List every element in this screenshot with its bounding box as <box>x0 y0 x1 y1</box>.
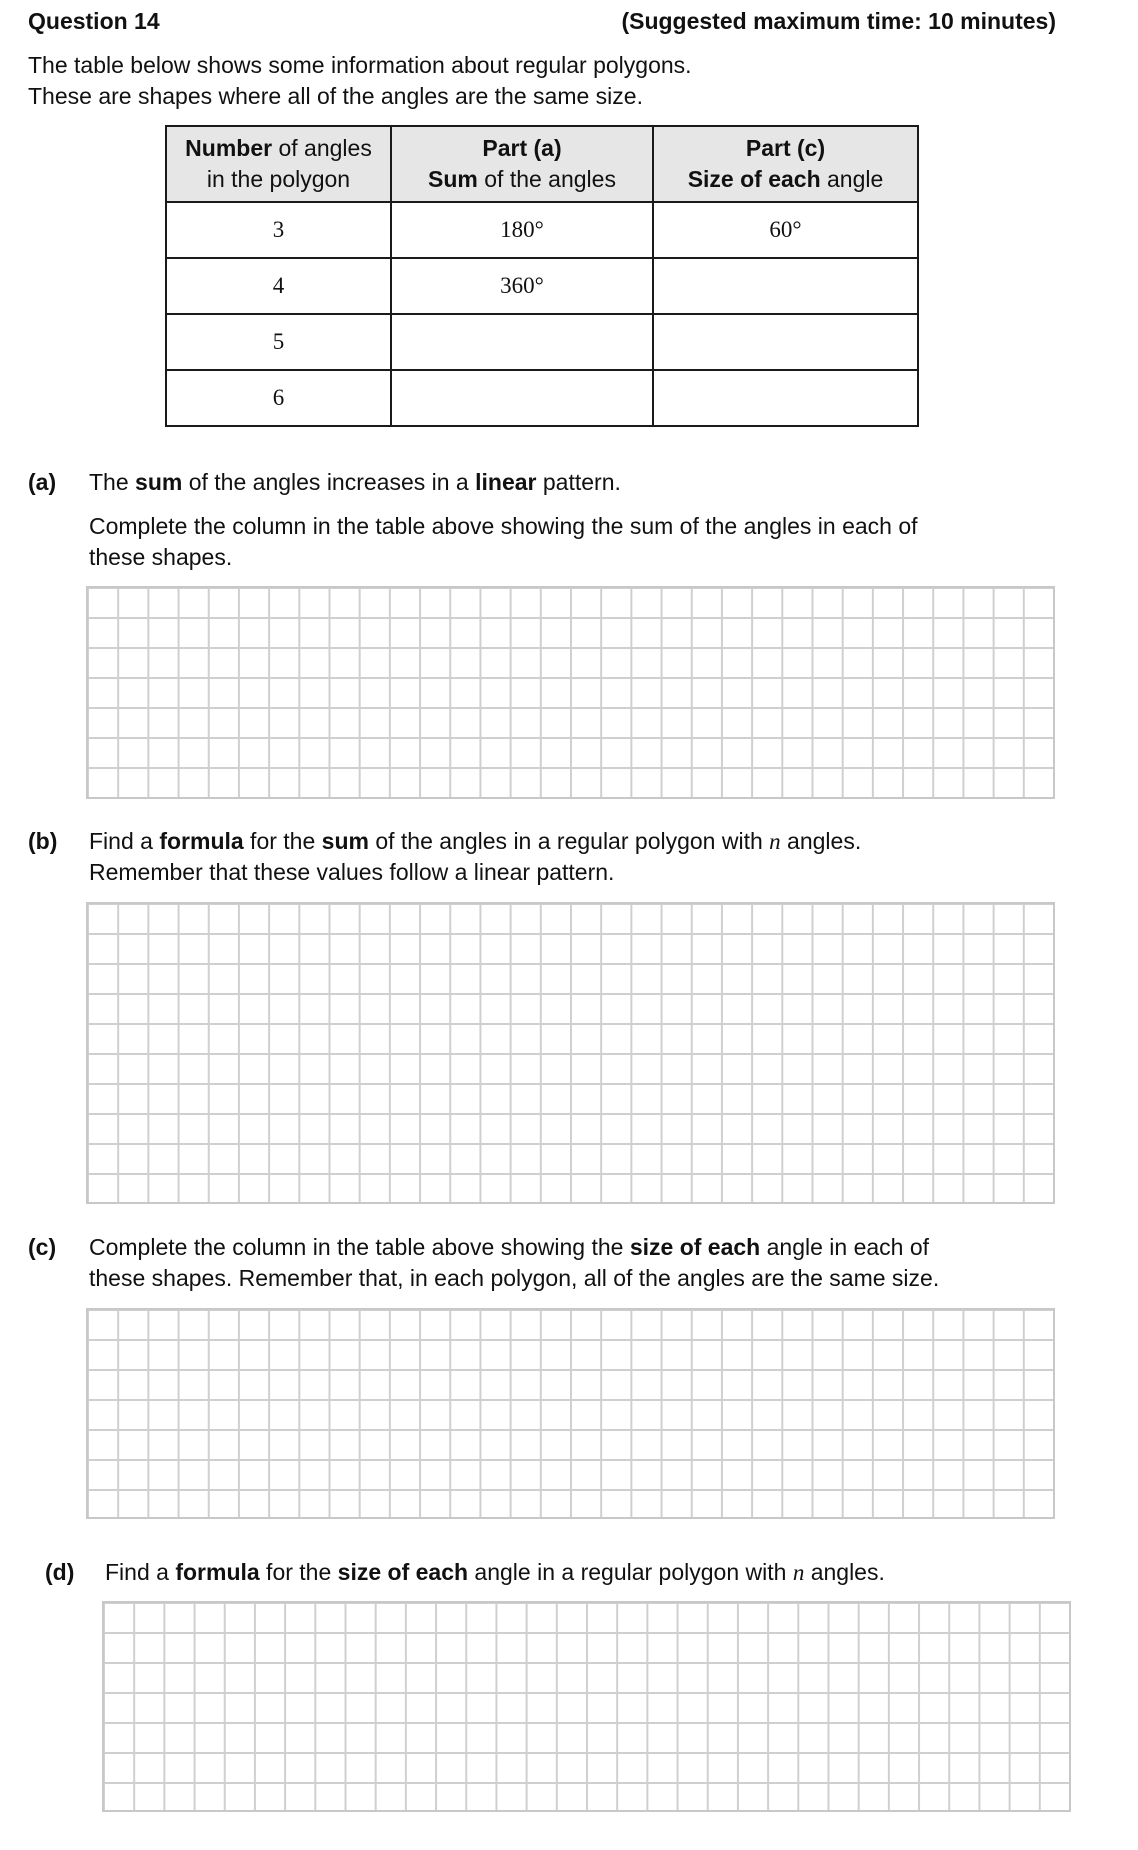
part-b-line-1: Find a formula for the sum of the angles in a regular polygon with n angles. <box>89 828 862 854</box>
answer-grid-a[interactable] <box>86 586 1055 799</box>
table-row <box>166 314 918 370</box>
part-a-line-3: these shapes. <box>89 544 233 570</box>
table-row <box>166 258 918 314</box>
table-row <box>166 202 918 258</box>
part-b-label: (b) <box>28 828 58 854</box>
cell-size-each-answer[interactable] <box>653 258 918 314</box>
part-a-line-1: The sum of the angles increases in a linear pattern. <box>89 469 621 495</box>
cell-number: 5 <box>166 314 391 370</box>
cell-size-each-answer[interactable] <box>653 370 918 426</box>
answer-grid-b[interactable] <box>86 902 1055 1204</box>
header-part-a-sum: Part (a) Sum of the angles <box>391 126 653 202</box>
part-d-line-1: Find a formula for the size of each angle in a regular polygon with n angles. <box>105 1559 885 1585</box>
polygon-table <box>165 125 919 427</box>
answer-grid-c[interactable] <box>86 1308 1055 1519</box>
header-number-of-angles: Number of angles in the polygon <box>166 126 391 202</box>
variable-n: n <box>769 829 781 854</box>
cell-number: 4 <box>166 258 391 314</box>
cell-number: 3 <box>166 202 391 258</box>
suggested-time: (Suggested maximum time: 10 minutes) <box>621 8 1056 34</box>
answer-grid-d[interactable] <box>102 1601 1071 1812</box>
cell-sum-answer[interactable] <box>391 370 653 426</box>
part-c-line-2: these shapes. Remember that, in each polygon, all of the angles are the same size. <box>89 1265 940 1291</box>
part-a-label: (a) <box>28 469 57 495</box>
table-header-row <box>166 126 918 202</box>
variable-n: n <box>792 1560 805 1585</box>
cell-sum: 180° <box>391 202 653 258</box>
part-d-label: (d) <box>45 1559 75 1585</box>
part-c-label: (c) <box>28 1234 57 1260</box>
cell-size-each: 60° <box>653 202 918 258</box>
intro-line-1: The table below shows some information about regular polygons. <box>28 52 692 78</box>
question-number: Question 14 <box>28 8 160 34</box>
part-a-line-2: Complete the column in the table above showing the sum of the angles in each of <box>89 513 918 539</box>
intro-line-2: These are shapes where all of the angles are the same size. <box>28 83 643 109</box>
header-part-c-size: Part (c) Size of each angle <box>653 126 918 202</box>
table-row <box>166 370 918 426</box>
part-c-line-1: Complete the column in the table above showing the size of each angle in each of <box>89 1234 930 1260</box>
cell-number: 6 <box>166 370 391 426</box>
cell-sum: 360° <box>391 258 653 314</box>
cell-sum-answer[interactable] <box>391 314 653 370</box>
cell-size-each-answer[interactable] <box>653 314 918 370</box>
part-b-line-2: Remember that these values follow a linear pattern. <box>89 859 615 885</box>
